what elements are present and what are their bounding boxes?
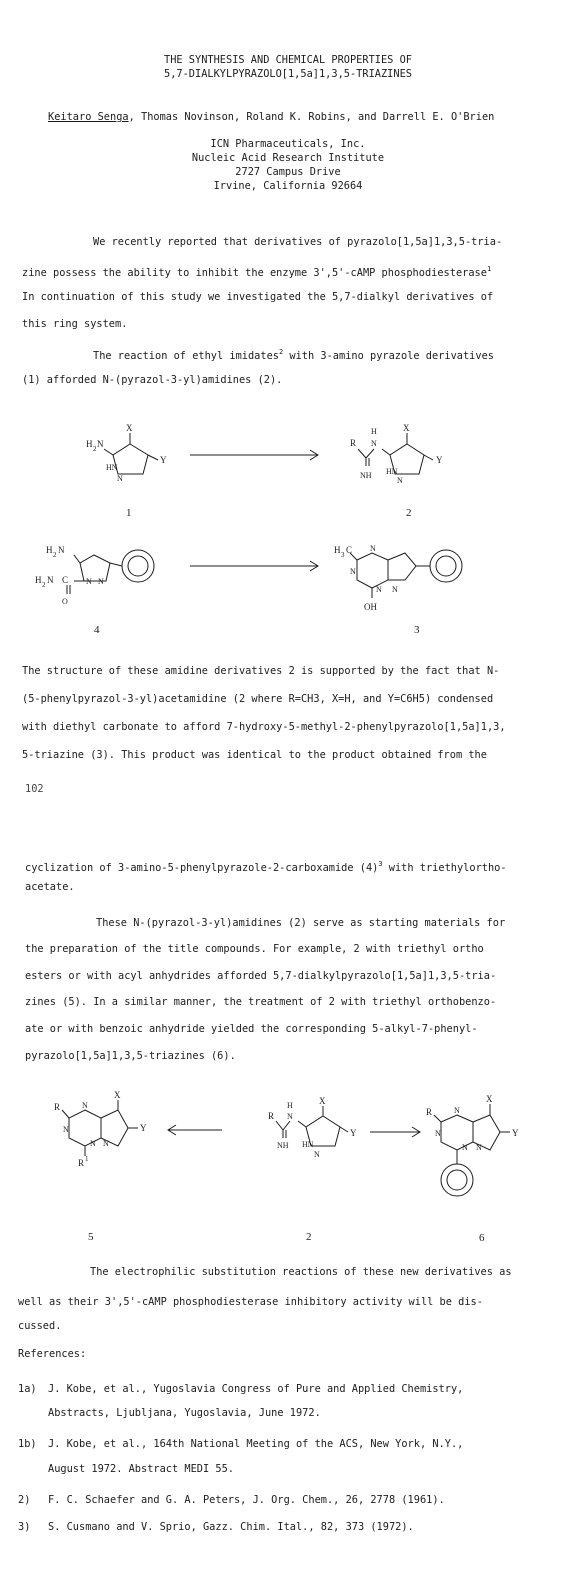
body-line: zines (5). In a similar manner, the treatment of 2 with triethyl orthobenzo-: [25, 996, 497, 1008]
compound-label-1: 1: [126, 507, 132, 519]
svg-text:NH: NH: [360, 471, 372, 480]
svg-text:X: X: [403, 423, 410, 433]
citation-3: 3: [378, 860, 383, 868]
svg-text:Y: Y: [160, 455, 167, 465]
svg-text:HN: HN: [106, 463, 118, 472]
first-author: Keitaro Senga: [48, 111, 129, 123]
phenyl-ring-6: [441, 1164, 473, 1196]
svg-text:N: N: [397, 476, 403, 485]
affiliation-line-1: ICN Pharmaceuticals, Inc.: [210, 138, 366, 150]
reference-number: 2): [18, 1494, 31, 1506]
svg-text:N: N: [476, 1143, 482, 1152]
svg-text:N: N: [98, 577, 104, 586]
body-line: The electrophilic substitution reactions of these new derivatives as: [90, 1266, 512, 1278]
body-line: acetate.: [25, 881, 75, 893]
body-line: zine possess the ability to inhibit the enzyme 3',5'-cAMP phosphodiesterase$^1$: [22, 265, 492, 279]
svg-text:OH: OH: [364, 602, 377, 612]
svg-text:N: N: [97, 439, 104, 449]
reference-text: S. Cusmano and V. Sprio, Gazz. Chim. Ital., 82, 373 (1972).: [48, 1521, 414, 1533]
body-line: 5-triazine (3). This product was identical to the product obtained from the: [22, 749, 487, 761]
compound-label-3: 3: [414, 624, 420, 636]
svg-text:N: N: [63, 1125, 69, 1134]
svg-text:N: N: [376, 585, 382, 594]
paper-title-line-1: THE SYNTHESIS AND CHEMICAL PROPERTIES OF: [164, 54, 412, 66]
pyrazole-ring-3: [388, 553, 416, 580]
svg-text:NH: NH: [277, 1141, 289, 1150]
svg-text:N: N: [47, 575, 54, 585]
page-number: 102: [25, 783, 44, 795]
svg-text:Y: Y: [512, 1128, 519, 1138]
compound-label-2b: 2: [306, 1231, 312, 1243]
body-line: pyrazolo[1,5a]1,3,5-triazines (6).: [25, 1050, 236, 1062]
compound-label-2: 2: [406, 507, 412, 519]
reference-text: J. Kobe, et al., Yugoslavia Congress of Pure and Applied Chemistry,: [48, 1383, 464, 1395]
body-line: (5-phenylpyrazol-3-yl)acetamidine (2 where R=CH3, X=H, and Y=C6H5) condensed: [22, 693, 494, 705]
svg-text:X: X: [486, 1094, 493, 1104]
triazine-ring-3: [357, 553, 388, 588]
svg-text:R: R: [78, 1158, 85, 1168]
svg-text:Y: Y: [140, 1123, 147, 1133]
svg-text:Y: Y: [350, 1128, 357, 1138]
svg-text:N: N: [435, 1129, 441, 1138]
svg-text:H: H: [334, 545, 341, 555]
paper-title-line-2: 5,7-DIALKYLPYRAZOLO[1,5a]1,3,5-TRIAZINES: [164, 68, 412, 80]
compound-label-4: 4: [94, 624, 100, 636]
body-line: ate or with benzoic anhydride yielded the corresponding 5-alkyl-7-phenyl-: [25, 1023, 478, 1035]
body-line: The reaction of ethyl imidates$^2$ with 3-amino pyrazole derivatives: [93, 348, 494, 362]
other-authors: , Thomas Novinson, Roland K. Robins, and Darrell E. O'Brien: [128, 111, 495, 123]
reference-number: 1b): [18, 1438, 37, 1450]
svg-text:N: N: [392, 585, 398, 594]
svg-text:H: H: [371, 427, 377, 436]
svg-text:N: N: [462, 1143, 468, 1152]
svg-text:N: N: [371, 439, 377, 448]
svg-text:2: 2: [53, 551, 57, 559]
phenyl-ring-3: [430, 550, 462, 582]
svg-text:N: N: [90, 1139, 96, 1148]
citation-2: 2: [278, 348, 284, 356]
body-line: esters or with acyl anhydrides afforded 5,7-dialkylpyrazolo[1,5a]1,3,5-tria-: [25, 970, 497, 982]
svg-text:N: N: [58, 545, 65, 555]
svg-text:N: N: [350, 567, 356, 576]
svg-text:N: N: [86, 577, 92, 586]
citation-1: 1: [486, 265, 492, 273]
svg-text:R: R: [350, 438, 357, 448]
svg-text:H: H: [287, 1101, 293, 1110]
svg-text:R: R: [54, 1102, 61, 1112]
reference-text: J. Kobe, et al., 164th National Meeting of the ACS, New York, N.Y.,: [48, 1438, 464, 1450]
compound-label-6: 6: [479, 1232, 485, 1244]
affiliation-line-4: Irvine, California 92664: [213, 180, 363, 192]
body-line: cyclization of 3-amino-5-phenylpyrazole-2-carboxamide $(4)^3$ with triethylortho-: [25, 860, 507, 874]
svg-text:N: N: [454, 1106, 460, 1115]
svg-text:C: C: [346, 545, 353, 555]
reference-text: Abstracts, Ljubljana, Yugoslavia, June 1972.: [48, 1407, 321, 1419]
svg-text:N: N: [370, 544, 376, 553]
body-line: with diethyl carbonate to afford 7-hydroxy-5-methyl-2-phenylpyrazolo[1,5a]1,3,: [22, 721, 506, 733]
svg-text:O: O: [62, 597, 68, 606]
reference-text: August 1972. Abstract MEDI 55.: [48, 1463, 234, 1475]
body-line: cussed.: [18, 1320, 62, 1332]
svg-text:Y: Y: [436, 455, 443, 465]
triazine-ring-6: [441, 1115, 473, 1150]
svg-text:N: N: [117, 474, 123, 483]
svg-text:3: 3: [341, 551, 345, 559]
body-line: this ring system.: [22, 318, 128, 330]
compound-label-5: 5: [88, 1231, 94, 1243]
svg-text:1: 1: [85, 1155, 89, 1163]
affiliation-line-3: 2727 Campus Drive: [235, 166, 341, 178]
body-line: the preparation of the title compounds. For example, 2 with triethyl ortho: [25, 943, 484, 955]
body-line: (1) afforded N-(pyrazol-3-yl)amidines (2).: [22, 374, 283, 386]
body-line: We recently reported that derivatives of pyrazolo[1,5a]1,3,5-tria-: [93, 236, 503, 248]
pyrazole-ring-4: [80, 555, 110, 581]
reference-number: 1a): [18, 1383, 37, 1395]
svg-text:H: H: [86, 439, 93, 449]
svg-text:N: N: [82, 1101, 88, 1110]
body-line: The structure of these amidine derivatives 2 is supported by the fact that N-: [22, 665, 500, 677]
svg-text:N: N: [287, 1112, 293, 1121]
body-line: well as their 3',5'-cAMP phosphodiesterase inhibitory activity will be dis-: [18, 1296, 483, 1308]
pyrazole-ring-1: [113, 444, 148, 474]
svg-text:N: N: [314, 1150, 320, 1159]
svg-text:H: H: [35, 575, 42, 585]
svg-text:N: N: [103, 1139, 109, 1148]
body-line: These N-(pyrazol-3-yl)amidines (2) serve as starting materials for: [96, 917, 506, 929]
affiliation-line-2: Nucleic Acid Research Institute: [191, 152, 385, 164]
svg-text:R: R: [268, 1111, 275, 1121]
svg-text:X: X: [126, 423, 133, 433]
references-heading: References:: [18, 1348, 87, 1360]
svg-text:C: C: [62, 575, 69, 585]
reference-text: F. C. Schaefer and G. A. Peters, J. Org. Chem., 26, 2778 (1961).: [48, 1494, 445, 1506]
phenyl-ring-4: [122, 550, 154, 582]
svg-text:X: X: [319, 1096, 326, 1106]
reference-number: 3): [18, 1521, 31, 1533]
svg-text:HN: HN: [386, 467, 398, 476]
svg-text:2: 2: [42, 581, 46, 589]
body-line: In continuation of this study we investigated the 5,7-dialkyl derivatives of: [22, 291, 494, 303]
triazine-ring-5: [69, 1110, 101, 1146]
svg-text:2: 2: [93, 445, 97, 453]
svg-text:H: H: [46, 545, 53, 555]
svg-text:X: X: [114, 1090, 121, 1100]
svg-text:HN: HN: [302, 1140, 314, 1149]
svg-text:R: R: [426, 1107, 433, 1117]
